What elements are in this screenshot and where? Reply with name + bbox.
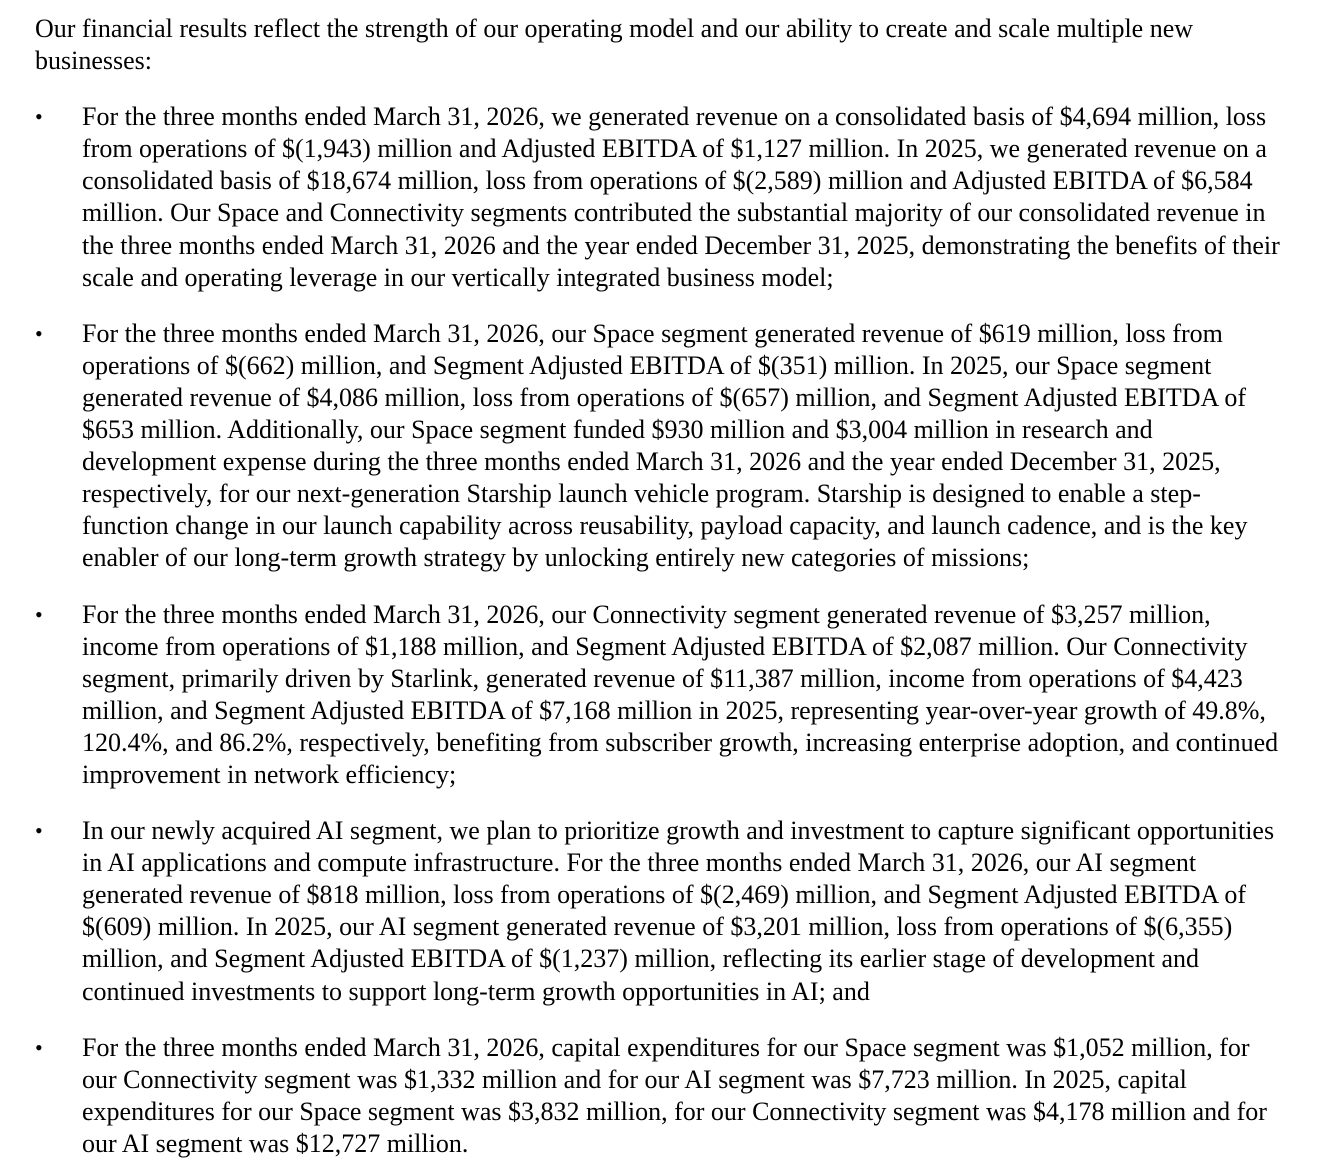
- bullet-item-capex: [35, 1032, 1282, 1160]
- bullet-item-ai: [35, 815, 1282, 1008]
- bullet-item-connectivity: [35, 599, 1282, 792]
- bullet-icon: •: [35, 1034, 43, 1060]
- bullet-item-space: [35, 318, 1282, 575]
- bullet-text-capex: For the three months ended March 31, 2026, capital expenditures for our Space segment was $1,052 million, for our Connectivity segment was $1,332 million and for our AI segment was $7,723 million. In 2025, capital expenditures for our Space segment was $3,832 million, for our Connectivity segment was $4,178 million and for our AI segment was $12,727 million.: [82, 1032, 1267, 1158]
- bullet-text-space: For the three months ended March 31, 2026, our Space segment generated revenue of $619 million, loss from operations of $(662) million, and Segment Adjusted EBITDA of $(351) million. In 2025, our Space segment generated revenue of $4,086 million, loss from operations of $(657) million, and Segment Adjusted EBITDA of $653 million. Additionally, our Space segment funded $930 million and $3,004 million in research and development expense during the three months ended March 31, 2026 and the year ended December 31, 2025, respectively, for our next-generation Starship launch vehicle program. Starship is designed to enable a step-function change in our launch capability across reusability, payload capacity, and launch cadence, and is the key enabler of our long-term growth strategy by unlocking entirely new categories of missions;: [82, 318, 1248, 573]
- bullet-icon: •: [35, 818, 43, 844]
- bullet-icon: •: [35, 104, 43, 130]
- bullet-text-ai: In our newly acquired AI segment, we plan to prioritize growth and investment to capture significant opportunities in AI applications and compute infrastructure. For the three months ended March 31, 2026, our AI segment generated revenue of $818 million, loss from operations of $(2,469) million, and Segment Adjusted EBITDA of $(609) million. In 2025, our AI segment generated revenue of $3,201 million, loss from operations of $(6,355) million, and Segment Adjusted EBITDA of $(1,237) million, reflecting its earlier stage of development and continued investments to support long-term growth opportunities in AI; and: [82, 816, 1275, 1006]
- bullet-icon: •: [35, 320, 43, 346]
- bullet-icon: •: [35, 601, 43, 627]
- intro-paragraph: Our financial results reflect the strength of our operating model and our ability to create and scale multiple new businesses:: [35, 14, 1194, 76]
- bullet-list: [35, 101, 1282, 1160]
- bullet-item-consolidated: [35, 101, 1282, 294]
- bullet-text-connectivity: For the three months ended March 31, 2026, our Connectivity segment generated revenue of $3,257 million, income from operations of $1,188 million, and Segment Adjusted EBITDA of $2,087 million. Our Connectivity segment, primarily driven by Starlink, generated revenue of $11,387 million, income from operations of $4,423 million, and Segment Adjusted EBITDA of $7,168 million in 2025, representing year-over-year growth of 49.8%, 120.4%, and 86.2%, respectively, benefiting from subscriber growth, increasing enterprise adoption, and continued improvement in network efficiency;: [82, 599, 1279, 789]
- bullet-text-consolidated: For the three months ended March 31, 2026, we generated revenue on a consolidated basis of $4,694 million, loss from operations of $(1,943) million and Adjusted EBITDA of $1,127 million. In 2025, we generated revenue on a consolidated basis of $18,674 million, loss from operations of $(2,589) million and Adjusted EBITDA of $6,584 million. Our Space and Connectivity segments contributed the substantial majority of our consolidated revenue in the three months ended March 31, 2026 and the year ended December 31, 2025, demonstrating the benefits of their scale and operating leverage in our vertically integrated business model;: [82, 102, 1280, 292]
